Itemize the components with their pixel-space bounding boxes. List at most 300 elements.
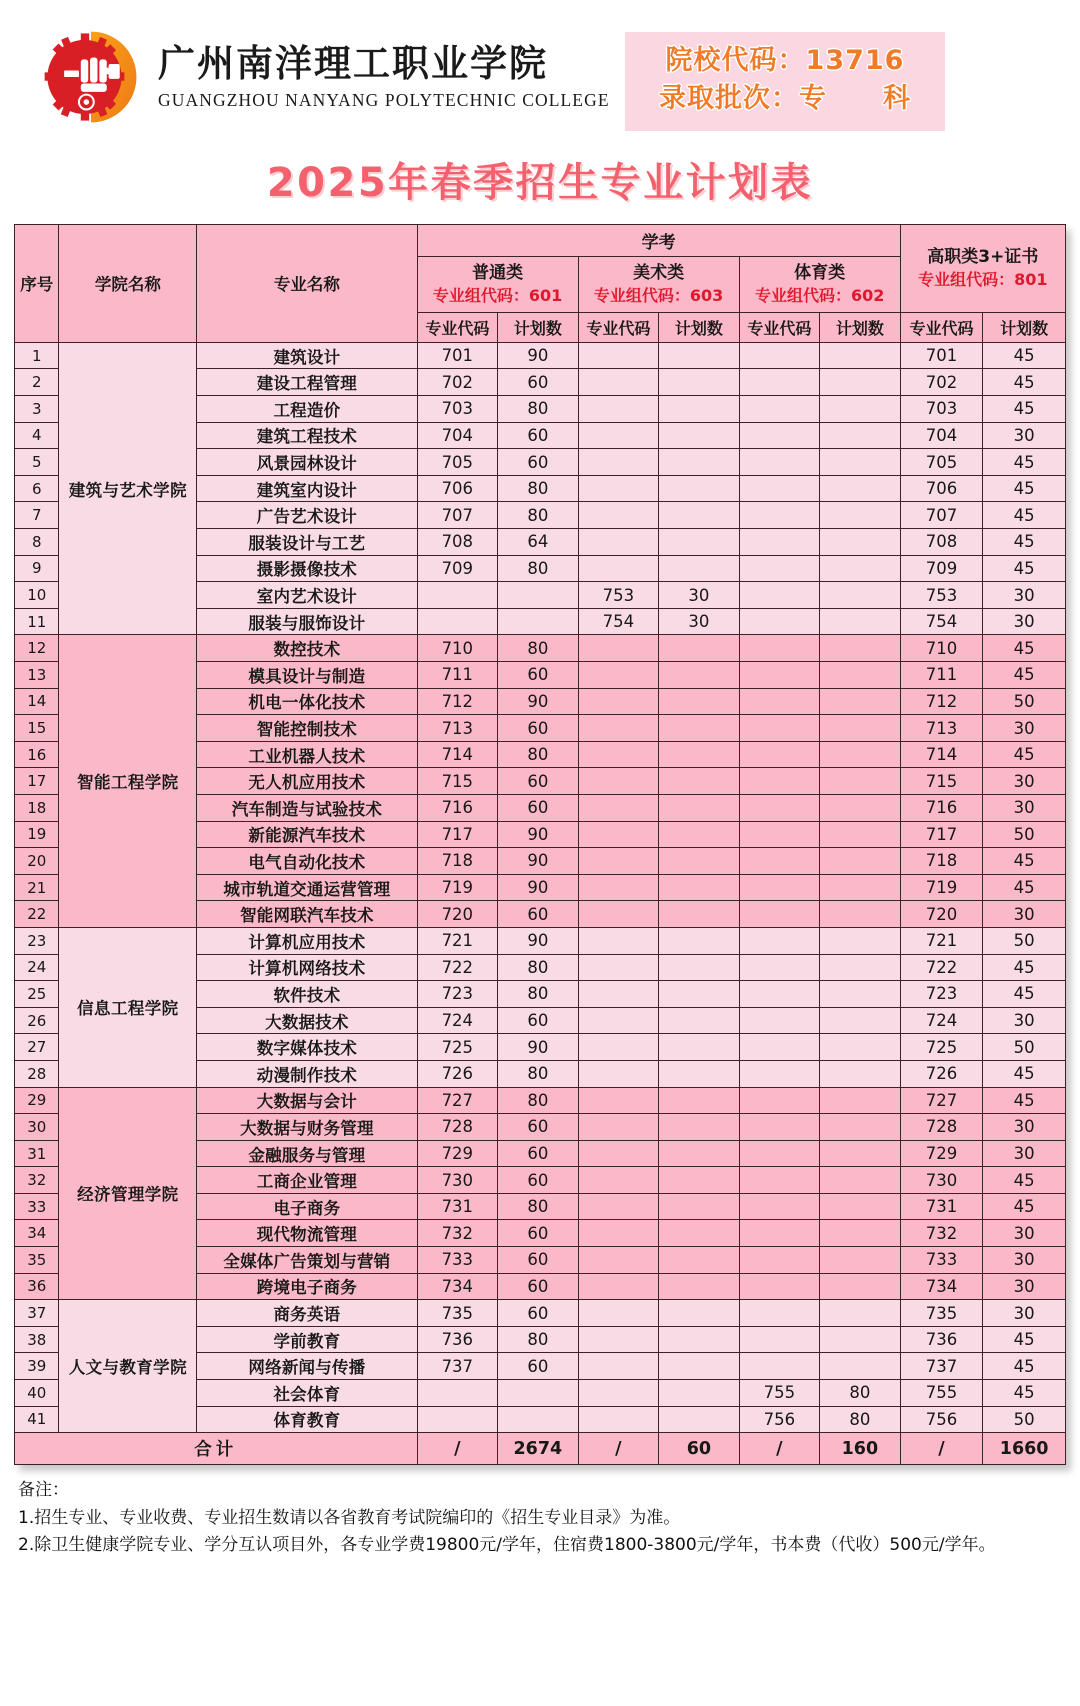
plan-count-tiyu xyxy=(820,635,901,662)
major-code-putong: 728 xyxy=(417,1114,498,1141)
major-code-putong: 723 xyxy=(417,981,498,1008)
plan-count-putong: 60 xyxy=(498,1273,579,1300)
plan-count-gaozhi: 30 xyxy=(983,1300,1066,1327)
row-index: 10 xyxy=(15,582,59,609)
major-code-meishu xyxy=(578,1060,659,1087)
major-code-tiyu xyxy=(739,874,820,901)
major-code-putong: 719 xyxy=(417,874,498,901)
major-code-gaozhi: 727 xyxy=(900,1087,983,1114)
major-code-tiyu xyxy=(739,502,820,529)
row-index: 15 xyxy=(15,715,59,742)
plan-count-meishu xyxy=(659,1114,740,1141)
notes-title: 备注： xyxy=(18,1480,69,1501)
major-code-meishu: 753 xyxy=(578,582,659,609)
row-index: 8 xyxy=(15,529,59,556)
major-code-gaozhi: 714 xyxy=(900,741,983,768)
major-code-gaozhi: 724 xyxy=(900,1007,983,1034)
plan-count-gaozhi: 45 xyxy=(983,475,1066,502)
gaozhi-code: 专业组代码：801 xyxy=(918,270,1048,290)
major-code-tiyu xyxy=(739,848,820,875)
plan-count-meishu xyxy=(659,396,740,423)
plan-count-gaozhi: 45 xyxy=(983,1193,1066,1220)
major-code-putong: 708 xyxy=(417,529,498,556)
plan-count-tiyu xyxy=(820,794,901,821)
major-code-gaozhi: 731 xyxy=(900,1193,983,1220)
row-index: 30 xyxy=(15,1114,59,1141)
total-code-gaozhi: / xyxy=(900,1433,983,1465)
plan-count-tiyu xyxy=(820,768,901,795)
major-code-putong: 729 xyxy=(417,1140,498,1167)
major-code-tiyu xyxy=(739,582,820,609)
major-name-cell: 风景园林设计 xyxy=(197,449,417,476)
major-name-cell: 室内艺术设计 xyxy=(197,582,417,609)
group-code-putong: 专业组代码：601 xyxy=(432,286,563,306)
row-index: 34 xyxy=(15,1220,59,1247)
major-name-cell: 工程造价 xyxy=(197,396,417,423)
row-index: 31 xyxy=(15,1140,59,1167)
major-code-tiyu xyxy=(739,369,820,396)
plan-count-gaozhi: 30 xyxy=(983,608,1066,635)
row-index: 23 xyxy=(15,927,59,954)
row-index: 35 xyxy=(15,1247,59,1274)
major-name-cell: 智能控制技术 xyxy=(197,715,417,742)
plan-table-container xyxy=(14,224,1066,1465)
plan-count-meishu: 30 xyxy=(659,582,740,609)
th-plan-putong: 计划数 xyxy=(498,312,579,342)
th-code-meishu: 专业代码 xyxy=(578,312,659,342)
plan-count-meishu xyxy=(659,1326,740,1353)
plan-count-gaozhi: 45 xyxy=(983,369,1066,396)
major-code-putong xyxy=(417,1380,498,1407)
major-name-cell: 模具设计与制造 xyxy=(197,662,417,689)
th-plan-gaozhi: 计划数 xyxy=(983,312,1066,342)
plan-count-meishu xyxy=(659,1380,740,1407)
major-code-putong xyxy=(417,1406,498,1433)
major-code-tiyu xyxy=(739,1300,820,1327)
row-index: 38 xyxy=(15,1326,59,1353)
plan-count-meishu xyxy=(659,502,740,529)
major-code-gaozhi: 756 xyxy=(900,1406,983,1433)
plan-count-putong: 64 xyxy=(498,529,579,556)
plan-count-putong: 60 xyxy=(498,369,579,396)
major-name-cell: 智能网联汽车技术 xyxy=(197,901,417,928)
major-code-meishu xyxy=(578,1034,659,1061)
plan-count-meishu xyxy=(659,1087,740,1114)
plan-count-tiyu xyxy=(820,662,901,689)
major-code-meishu xyxy=(578,1087,659,1114)
major-name-cell: 工商企业管理 xyxy=(197,1167,417,1194)
major-code-putong: 716 xyxy=(417,794,498,821)
plan-count-meishu xyxy=(659,1247,740,1274)
plan-count-meishu xyxy=(659,1167,740,1194)
major-code-gaozhi: 733 xyxy=(900,1247,983,1274)
major-code-tiyu xyxy=(739,1087,820,1114)
plan-count-gaozhi: 45 xyxy=(983,981,1066,1008)
major-name-cell: 建设工程管理 xyxy=(197,369,417,396)
major-code-putong: 721 xyxy=(417,927,498,954)
major-code-putong: 735 xyxy=(417,1300,498,1327)
major-code-meishu xyxy=(578,1007,659,1034)
plan-count-tiyu xyxy=(820,582,901,609)
plan-count-putong: 80 xyxy=(498,981,579,1008)
plan-count-tiyu xyxy=(820,608,901,635)
plan-count-putong: 60 xyxy=(498,1220,579,1247)
major-code-gaozhi: 726 xyxy=(900,1060,983,1087)
major-code-tiyu xyxy=(739,741,820,768)
plan-count-tiyu: 80 xyxy=(820,1406,901,1433)
plan-count-tiyu xyxy=(820,1060,901,1087)
header-row-1 xyxy=(15,225,1066,257)
row-index: 40 xyxy=(15,1380,59,1407)
major-code-tiyu xyxy=(739,662,820,689)
major-code-gaozhi: 721 xyxy=(900,927,983,954)
major-name-cell: 软件技术 xyxy=(197,981,417,1008)
school-logo-icon xyxy=(40,26,142,128)
plan-count-tiyu xyxy=(820,369,901,396)
major-code-tiyu xyxy=(739,1007,820,1034)
plan-count-putong: 80 xyxy=(498,741,579,768)
major-code-putong: 732 xyxy=(417,1220,498,1247)
plan-count-putong: 60 xyxy=(498,715,579,742)
row-index: 12 xyxy=(15,635,59,662)
plan-count-tiyu: 80 xyxy=(820,1380,901,1407)
plan-count-tiyu xyxy=(820,396,901,423)
major-code-putong: 711 xyxy=(417,662,498,689)
plan-count-tiyu xyxy=(820,901,901,928)
major-code-gaozhi: 710 xyxy=(900,635,983,662)
major-code-gaozhi: 715 xyxy=(900,768,983,795)
major-code-gaozhi: 755 xyxy=(900,1380,983,1407)
plan-count-gaozhi: 45 xyxy=(983,449,1066,476)
major-code-meishu xyxy=(578,1114,659,1141)
major-code-meishu xyxy=(578,1247,659,1274)
college-name-cell: 建筑与艺术学院 xyxy=(59,342,197,635)
table-body xyxy=(15,342,1066,1432)
th-index: 序号 xyxy=(15,225,59,343)
plan-count-putong: 60 xyxy=(498,901,579,928)
plan-count-putong: 60 xyxy=(498,1167,579,1194)
major-code-tiyu xyxy=(739,768,820,795)
plan-count-meishu xyxy=(659,1060,740,1087)
major-code-gaozhi: 722 xyxy=(900,954,983,981)
plan-count-tiyu xyxy=(820,449,901,476)
plan-count-meishu xyxy=(659,981,740,1008)
table-head xyxy=(15,225,1066,343)
major-name-cell: 摄影摄像技术 xyxy=(197,555,417,582)
plan-count-tiyu xyxy=(820,848,901,875)
major-code-tiyu xyxy=(739,1273,820,1300)
th-code-tiyu: 专业代码 xyxy=(739,312,820,342)
major-code-meishu xyxy=(578,848,659,875)
major-code-putong: 725 xyxy=(417,1034,498,1061)
major-name-cell: 大数据与会计 xyxy=(197,1087,417,1114)
plan-count-tiyu xyxy=(820,529,901,556)
major-code-meishu xyxy=(578,768,659,795)
plan-count-gaozhi: 30 xyxy=(983,794,1066,821)
plan-count-putong: 60 xyxy=(498,768,579,795)
major-code-gaozhi: 704 xyxy=(900,422,983,449)
row-index: 4 xyxy=(15,422,59,449)
th-group-putong xyxy=(417,257,578,313)
total-code-putong: / xyxy=(417,1433,498,1465)
plan-count-meishu xyxy=(659,1220,740,1247)
plan-count-gaozhi: 45 xyxy=(983,529,1066,556)
major-code-gaozhi: 737 xyxy=(900,1353,983,1380)
major-name-cell: 大数据技术 xyxy=(197,1007,417,1034)
major-code-gaozhi: 706 xyxy=(900,475,983,502)
major-name-cell: 计算机网络技术 xyxy=(197,954,417,981)
plan-count-meishu xyxy=(659,954,740,981)
plan-count-gaozhi: 30 xyxy=(983,1140,1066,1167)
plan-count-putong: 80 xyxy=(498,475,579,502)
major-code-gaozhi: 754 xyxy=(900,608,983,635)
major-code-meishu xyxy=(578,741,659,768)
plan-count-meishu xyxy=(659,1300,740,1327)
major-name-cell: 建筑室内设计 xyxy=(197,475,417,502)
row-index: 2 xyxy=(15,369,59,396)
plan-count-putong: 60 xyxy=(498,449,579,476)
plan-count-gaozhi: 30 xyxy=(983,1247,1066,1274)
table-foot xyxy=(15,1433,1066,1465)
major-code-putong xyxy=(417,582,498,609)
major-code-tiyu xyxy=(739,927,820,954)
major-name-cell: 电子商务 xyxy=(197,1193,417,1220)
gaozhi-name: 高职类3+证书 xyxy=(927,247,1039,267)
major-code-putong: 727 xyxy=(417,1087,498,1114)
row-index: 33 xyxy=(15,1193,59,1220)
plan-count-tiyu xyxy=(820,1114,901,1141)
major-code-gaozhi: 718 xyxy=(900,848,983,875)
plan-count-putong: 60 xyxy=(498,1114,579,1141)
major-code-meishu xyxy=(578,794,659,821)
plan-count-tiyu xyxy=(820,688,901,715)
plan-count-putong: 90 xyxy=(498,688,579,715)
major-code-tiyu xyxy=(739,396,820,423)
plan-count-tiyu xyxy=(820,1353,901,1380)
major-code-putong: 737 xyxy=(417,1353,498,1380)
major-code-meishu xyxy=(578,475,659,502)
plan-count-putong: 60 xyxy=(498,1007,579,1034)
school-name-en: GUANGZHOU NANYANG POLYTECHNIC COLLEGE xyxy=(158,89,610,110)
plan-count-gaozhi: 45 xyxy=(983,502,1066,529)
total-code-meishu: / xyxy=(578,1433,659,1465)
row-index: 22 xyxy=(15,901,59,928)
plan-count-putong xyxy=(498,1380,579,1407)
major-code-tiyu xyxy=(739,821,820,848)
plan-count-gaozhi: 45 xyxy=(983,1326,1066,1353)
major-code-meishu xyxy=(578,688,659,715)
plan-count-gaozhi: 30 xyxy=(983,1114,1066,1141)
major-code-putong: 718 xyxy=(417,848,498,875)
row-index: 27 xyxy=(15,1034,59,1061)
school-name-cn: 广州南洋理工职业学院 xyxy=(158,42,548,86)
major-name-cell: 学前教育 xyxy=(197,1326,417,1353)
plan-count-meishu xyxy=(659,422,740,449)
plan-count-putong: 60 xyxy=(498,422,579,449)
major-code-gaozhi: 736 xyxy=(900,1326,983,1353)
major-code-gaozhi: 705 xyxy=(900,449,983,476)
plan-count-meishu xyxy=(659,342,740,369)
major-name-cell: 全媒体广告策划与营销 xyxy=(197,1247,417,1274)
major-code-meishu xyxy=(578,1193,659,1220)
plan-count-putong: 60 xyxy=(498,662,579,689)
major-code-meishu xyxy=(578,1220,659,1247)
plan-count-meishu xyxy=(659,635,740,662)
major-name-cell: 机电一体化技术 xyxy=(197,688,417,715)
major-code-meishu xyxy=(578,529,659,556)
major-name-cell: 建筑工程技术 xyxy=(197,422,417,449)
major-code-putong: 710 xyxy=(417,635,498,662)
plan-count-tiyu xyxy=(820,1087,901,1114)
plan-count-meishu xyxy=(659,768,740,795)
row-index: 24 xyxy=(15,954,59,981)
major-code-putong: 731 xyxy=(417,1193,498,1220)
plan-count-putong: 60 xyxy=(498,1353,579,1380)
major-code-tiyu xyxy=(739,529,820,556)
plan-count-tiyu xyxy=(820,715,901,742)
major-code-tiyu xyxy=(739,1220,820,1247)
plan-count-meishu xyxy=(659,1273,740,1300)
plan-count-tiyu xyxy=(820,821,901,848)
row-index: 28 xyxy=(15,1060,59,1087)
major-code-putong: 724 xyxy=(417,1007,498,1034)
major-name-cell: 服装设计与工艺 xyxy=(197,529,417,556)
plan-count-meishu xyxy=(659,555,740,582)
plan-count-putong: 90 xyxy=(498,342,579,369)
plan-count-putong: 60 xyxy=(498,1140,579,1167)
total-row xyxy=(15,1433,1066,1465)
major-code-tiyu xyxy=(739,555,820,582)
major-name-cell: 现代物流管理 xyxy=(197,1220,417,1247)
plan-count-gaozhi: 50 xyxy=(983,688,1066,715)
plan-count-gaozhi: 30 xyxy=(983,582,1066,609)
major-code-meishu xyxy=(578,635,659,662)
total-code-tiyu: / xyxy=(739,1433,820,1465)
plan-count-putong xyxy=(498,582,579,609)
major-code-meishu xyxy=(578,715,659,742)
major-code-tiyu xyxy=(739,1193,820,1220)
major-code-meishu xyxy=(578,502,659,529)
plan-count-putong: 80 xyxy=(498,1060,579,1087)
th-college: 学院名称 xyxy=(59,225,197,343)
th-group-meishu xyxy=(578,257,739,313)
major-code-tiyu xyxy=(739,1167,820,1194)
notes-block xyxy=(18,1477,1062,1560)
plan-count-gaozhi: 45 xyxy=(983,1380,1066,1407)
major-code-tiyu xyxy=(739,1034,820,1061)
plan-count-tiyu xyxy=(820,1034,901,1061)
college-name-cell: 智能工程学院 xyxy=(59,635,197,928)
major-name-cell: 城市轨道交通运营管理 xyxy=(197,874,417,901)
major-code-gaozhi: 728 xyxy=(900,1114,983,1141)
major-code-putong: 726 xyxy=(417,1060,498,1087)
college-name-cell: 经济管理学院 xyxy=(59,1087,197,1300)
major-code-tiyu xyxy=(739,1060,820,1087)
major-code-putong: 722 xyxy=(417,954,498,981)
row-index: 41 xyxy=(15,1406,59,1433)
major-code-meishu xyxy=(578,422,659,449)
plan-count-putong: 90 xyxy=(498,1034,579,1061)
row-index: 19 xyxy=(15,821,59,848)
major-name-cell: 服装与服饰设计 xyxy=(197,608,417,635)
row-index: 13 xyxy=(15,662,59,689)
row-index: 32 xyxy=(15,1167,59,1194)
major-code-meishu xyxy=(578,874,659,901)
plan-count-gaozhi: 30 xyxy=(983,1007,1066,1034)
plan-count-gaozhi: 30 xyxy=(983,422,1066,449)
major-code-gaozhi: 734 xyxy=(900,1273,983,1300)
major-code-meishu xyxy=(578,1300,659,1327)
major-code-putong: 713 xyxy=(417,715,498,742)
major-code-gaozhi: 719 xyxy=(900,874,983,901)
plan-count-meishu xyxy=(659,927,740,954)
major-code-meishu: 754 xyxy=(578,608,659,635)
college-name-cell: 信息工程学院 xyxy=(59,927,197,1087)
major-code-meishu xyxy=(578,981,659,1008)
plan-count-putong: 60 xyxy=(498,794,579,821)
page-header xyxy=(0,0,1080,145)
major-name-cell: 商务英语 xyxy=(197,1300,417,1327)
plan-count-gaozhi: 30 xyxy=(983,768,1066,795)
plan-count-tiyu xyxy=(820,927,901,954)
row-index: 26 xyxy=(15,1007,59,1034)
row-index: 16 xyxy=(15,741,59,768)
row-index: 17 xyxy=(15,768,59,795)
major-code-meishu xyxy=(578,1326,659,1353)
plan-count-tiyu xyxy=(820,1300,901,1327)
total-plan-putong: 2674 xyxy=(498,1433,579,1465)
plan-count-gaozhi: 45 xyxy=(983,1353,1066,1380)
plan-count-meishu: 30 xyxy=(659,608,740,635)
plan-count-putong: 60 xyxy=(498,1247,579,1274)
th-major: 专业名称 xyxy=(197,225,417,343)
plan-count-tiyu xyxy=(820,1326,901,1353)
plan-count-putong: 80 xyxy=(498,635,579,662)
plan-count-putong: 80 xyxy=(498,555,579,582)
major-code-tiyu xyxy=(739,449,820,476)
plan-count-tiyu xyxy=(820,981,901,1008)
th-gaozhi xyxy=(900,225,1065,313)
major-code-tiyu: 755 xyxy=(739,1380,820,1407)
plan-count-meishu xyxy=(659,1140,740,1167)
plan-count-putong: 80 xyxy=(498,1193,579,1220)
major-code-putong: 730 xyxy=(417,1167,498,1194)
major-code-tiyu xyxy=(739,794,820,821)
major-code-tiyu xyxy=(739,688,820,715)
group-name-meishu: 美术类 xyxy=(633,263,685,283)
major-code-putong: 706 xyxy=(417,475,498,502)
major-code-meishu xyxy=(578,369,659,396)
plan-count-meishu xyxy=(659,688,740,715)
group-name-putong: 普通类 xyxy=(472,263,524,283)
plan-count-gaozhi: 50 xyxy=(983,927,1066,954)
major-code-tiyu xyxy=(739,1326,820,1353)
major-code-tiyu xyxy=(739,635,820,662)
plan-count-tiyu xyxy=(820,954,901,981)
major-code-tiyu xyxy=(739,475,820,502)
major-code-gaozhi: 725 xyxy=(900,1034,983,1061)
row-index: 11 xyxy=(15,608,59,635)
major-code-meishu xyxy=(578,662,659,689)
major-code-meishu xyxy=(578,1353,659,1380)
th-plan-tiyu: 计划数 xyxy=(820,312,901,342)
plan-count-meishu xyxy=(659,874,740,901)
plan-count-tiyu xyxy=(820,1167,901,1194)
row-index: 14 xyxy=(15,688,59,715)
major-code-putong: 715 xyxy=(417,768,498,795)
major-code-gaozhi: 713 xyxy=(900,715,983,742)
admission-batch: 录取批次：专 科 xyxy=(659,83,911,115)
